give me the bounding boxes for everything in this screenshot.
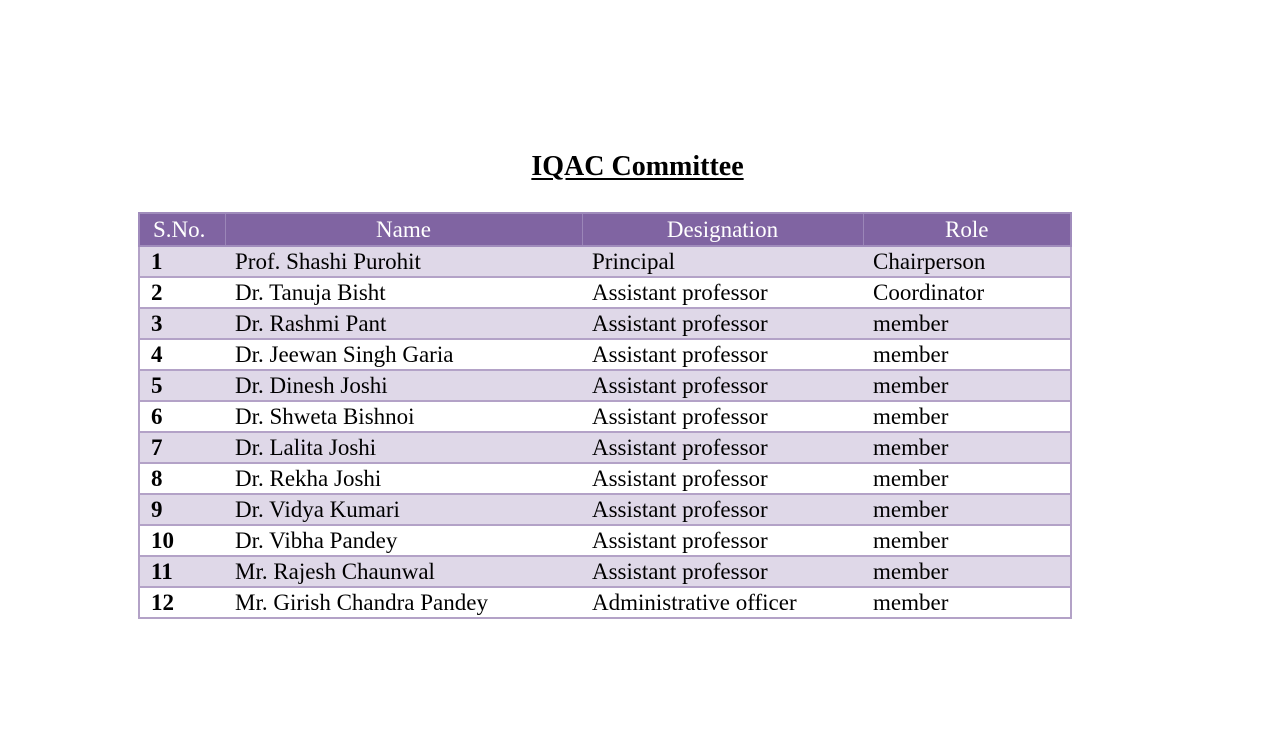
cell-name: Dr. Vidya Kumari bbox=[225, 494, 582, 525]
cell-name: Dr. Lalita Joshi bbox=[225, 432, 582, 463]
table-header bbox=[139, 213, 1071, 246]
cell-name: Dr. Vibha Pandey bbox=[225, 525, 582, 556]
cell-role: member bbox=[863, 432, 1071, 463]
cell-designation: Assistant professor bbox=[582, 556, 863, 587]
cell-sno: 2 bbox=[139, 277, 225, 308]
committee-table bbox=[138, 212, 1072, 619]
table-row bbox=[139, 401, 1071, 432]
table-row bbox=[139, 308, 1071, 339]
table-row bbox=[139, 587, 1071, 618]
cell-designation: Assistant professor bbox=[582, 308, 863, 339]
cell-designation: Assistant professor bbox=[582, 463, 863, 494]
cell-role: member bbox=[863, 308, 1071, 339]
cell-role: member bbox=[863, 401, 1071, 432]
cell-designation: Assistant professor bbox=[582, 401, 863, 432]
cell-sno: 8 bbox=[139, 463, 225, 494]
cell-role: member bbox=[863, 525, 1071, 556]
cell-name: Dr. Rekha Joshi bbox=[225, 463, 582, 494]
cell-designation: Assistant professor bbox=[582, 432, 863, 463]
cell-sno: 3 bbox=[139, 308, 225, 339]
cell-name: Prof. Shashi Purohit bbox=[225, 246, 582, 277]
header-name: Name bbox=[225, 213, 582, 246]
cell-designation: Assistant professor bbox=[582, 277, 863, 308]
cell-designation: Assistant professor bbox=[582, 370, 863, 401]
cell-role: Coordinator bbox=[863, 277, 1071, 308]
cell-sno: 12 bbox=[139, 587, 225, 618]
table-row bbox=[139, 494, 1071, 525]
cell-designation: Assistant professor bbox=[582, 525, 863, 556]
cell-sno: 6 bbox=[139, 401, 225, 432]
cell-name: Dr. Tanuja Bisht bbox=[225, 277, 582, 308]
cell-designation: Assistant professor bbox=[582, 494, 863, 525]
cell-role: Chairperson bbox=[863, 246, 1071, 277]
cell-designation: Assistant professor bbox=[582, 339, 863, 370]
table-row bbox=[139, 339, 1071, 370]
cell-role: member bbox=[863, 339, 1071, 370]
cell-name: Mr. Rajesh Chaunwal bbox=[225, 556, 582, 587]
table-row bbox=[139, 525, 1071, 556]
cell-name: Dr. Jeewan Singh Garia bbox=[225, 339, 582, 370]
table-row bbox=[139, 370, 1071, 401]
cell-designation: Administrative officer bbox=[582, 587, 863, 618]
table-row bbox=[139, 556, 1071, 587]
header-designation: Designation bbox=[582, 213, 863, 246]
cell-sno: 4 bbox=[139, 339, 225, 370]
header-sno: S.No. bbox=[139, 213, 225, 246]
cell-sno: 9 bbox=[139, 494, 225, 525]
cell-role: member bbox=[863, 587, 1071, 618]
cell-name: Dr. Dinesh Joshi bbox=[225, 370, 582, 401]
cell-designation: Principal bbox=[582, 246, 863, 277]
cell-sno: 7 bbox=[139, 432, 225, 463]
cell-role: member bbox=[863, 556, 1071, 587]
cell-sno: 5 bbox=[139, 370, 225, 401]
header-role: Role bbox=[863, 213, 1071, 246]
cell-role: member bbox=[863, 494, 1071, 525]
header-row bbox=[139, 213, 1071, 246]
table-row bbox=[139, 432, 1071, 463]
table-row bbox=[139, 246, 1071, 277]
cell-role: member bbox=[863, 370, 1071, 401]
cell-sno: 11 bbox=[139, 556, 225, 587]
cell-sno: 1 bbox=[139, 246, 225, 277]
cell-sno: 10 bbox=[139, 525, 225, 556]
cell-role: member bbox=[863, 463, 1071, 494]
document-title: IQAC Committee bbox=[531, 151, 744, 182]
table-row bbox=[139, 277, 1071, 308]
cell-name: Dr. Shweta Bishnoi bbox=[225, 401, 582, 432]
table-body bbox=[139, 246, 1071, 618]
cell-name: Dr. Rashmi Pant bbox=[225, 308, 582, 339]
cell-name: Mr. Girish Chandra Pandey bbox=[225, 587, 582, 618]
table-row bbox=[139, 463, 1071, 494]
